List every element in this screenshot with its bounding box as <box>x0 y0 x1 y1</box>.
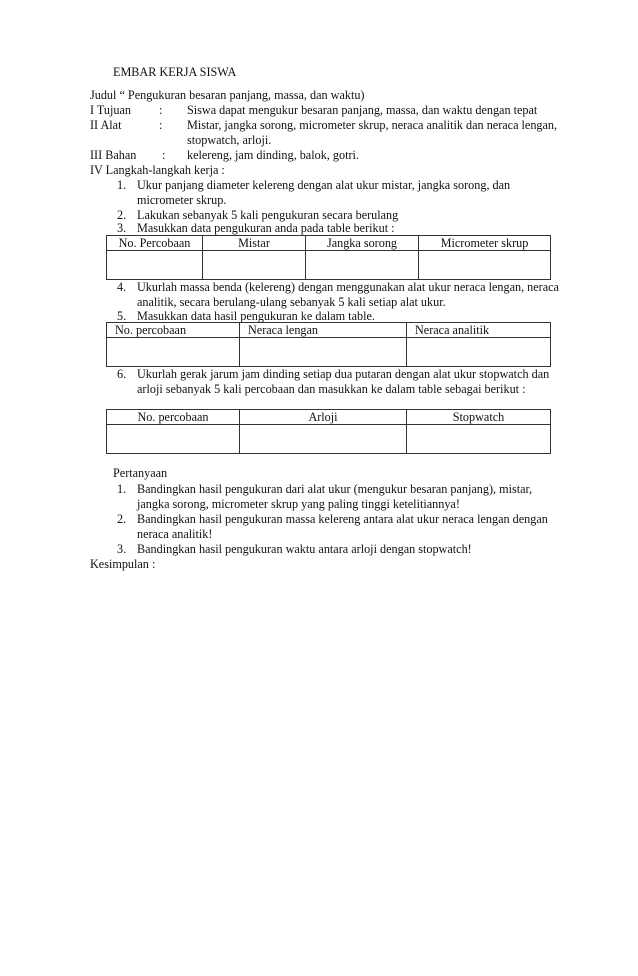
step-number: 6. <box>117 367 127 381</box>
table-cell[interactable] <box>419 251 551 280</box>
judul-line: Judul “ Pengukuran besaran panjang, massa, dan waktu) <box>90 88 365 102</box>
tujuan-separator: : <box>159 103 163 117</box>
langkah-heading: IV Langkah-langkah kerja : <box>90 163 225 177</box>
table-header-cell: No. Percobaan <box>107 236 203 251</box>
step-number: 5. <box>117 309 127 323</box>
table-header-row <box>107 236 551 251</box>
step-number: 2. <box>117 208 127 222</box>
alat-text-line2: stopwatch, arloji. <box>187 133 272 147</box>
table-row <box>107 338 551 367</box>
table-waktu <box>106 409 551 454</box>
table-header-row <box>107 323 551 338</box>
table-header-cell: Jangka sorong <box>306 236 419 251</box>
table-header-cell: No. percobaan <box>107 410 240 425</box>
step-text-continued: arloji sebanyak 5 kali percobaan dan masukkan ke dalam table sebagai berikut : <box>137 382 526 396</box>
question-number: 2. <box>117 512 127 526</box>
bahan-text: kelereng, jam dinding, balok, gotri. <box>187 148 359 162</box>
table-cell[interactable] <box>407 425 551 454</box>
question-text-continued: jangka sorong, micrometer skrup yang paling tinggi ketelitiannya! <box>137 497 460 511</box>
table-cell[interactable] <box>107 425 240 454</box>
alat-text-line1: Mistar, jangka sorong, micrometer skrup, neraca analitik dan neraca lengan, <box>187 118 558 132</box>
alat-separator: : <box>159 118 163 132</box>
step-number: 4. <box>117 280 127 294</box>
table-cell[interactable] <box>240 425 407 454</box>
question-text-continued: neraca analitik! <box>137 527 213 541</box>
table-panjang <box>106 235 551 280</box>
table-cell[interactable] <box>107 251 203 280</box>
table-header-cell: Mistar <box>203 236 306 251</box>
table-header-cell: Stopwatch <box>407 410 551 425</box>
question-text: Bandingkan hasil pengukuran waktu antara arloji dengan stopwatch! <box>137 542 472 556</box>
table-header-cell: Micrometer skrup <box>419 236 551 251</box>
table-cell[interactable] <box>306 251 419 280</box>
table-cell[interactable] <box>240 338 407 367</box>
step-text: Ukurlah massa benda (kelereng) dengan menggunakan alat ukur neraca lengan, neraca <box>137 280 559 294</box>
step-text-continued: analitik, secara berulang-ulang sebanyak 5 kali setiap alat ukur. <box>137 295 446 309</box>
alat-label: II Alat <box>90 118 122 132</box>
step-text: Lakukan sebanyak 5 kali pengukuran secara berulang <box>137 208 399 222</box>
kesimpulan-label: Kesimpulan : <box>90 557 156 571</box>
step-text: Ukur panjang diameter kelereng dengan alat ukur mistar, jangka sorong, dan <box>137 178 511 192</box>
worksheet-title: EMBAR KERJA SISWA <box>113 65 237 79</box>
table-header-cell: Arloji <box>240 410 407 425</box>
table-cell[interactable] <box>107 338 240 367</box>
table-row <box>107 425 551 454</box>
table-header-row <box>107 410 551 425</box>
step-text: Masukkan data hasil pengukuran ke dalam table. <box>137 309 375 323</box>
table-cell[interactable] <box>407 338 551 367</box>
table-massa <box>106 322 551 367</box>
question-number: 1. <box>117 482 127 496</box>
table-header-cell: Neraca lengan <box>240 323 407 338</box>
step-text: Masukkan data pengukuran anda pada table berikut : <box>137 221 395 235</box>
question-number: 3. <box>117 542 127 556</box>
question-text: Bandingkan hasil pengukuran dari alat ukur (mengukur besaran panjang), mistar, <box>137 482 533 496</box>
tujuan-label: I Tujuan <box>90 103 131 117</box>
step-number: 3. <box>117 221 127 235</box>
step-text-continued: micrometer skrup. <box>137 193 227 207</box>
table-header-cell: No. percobaan <box>107 323 240 338</box>
table-row <box>107 251 551 280</box>
step-text: Ukurlah gerak jarum jam dinding setiap dua putaran dengan alat ukur stopwatch dan <box>137 367 550 381</box>
pertanyaan-heading: Pertanyaan <box>113 466 168 480</box>
bahan-separator: : <box>162 148 166 162</box>
table-cell[interactable] <box>203 251 306 280</box>
tujuan-text: Siswa dapat mengukur besaran panjang, massa, dan waktu dengan tepat <box>187 103 538 117</box>
bahan-label: III Bahan <box>90 148 137 162</box>
table-header-cell: Neraca analitik <box>407 323 551 338</box>
step-number: 1. <box>117 178 127 192</box>
question-text: Bandingkan hasil pengukuran massa kelereng antara alat ukur neraca lengan dengan <box>137 512 548 526</box>
